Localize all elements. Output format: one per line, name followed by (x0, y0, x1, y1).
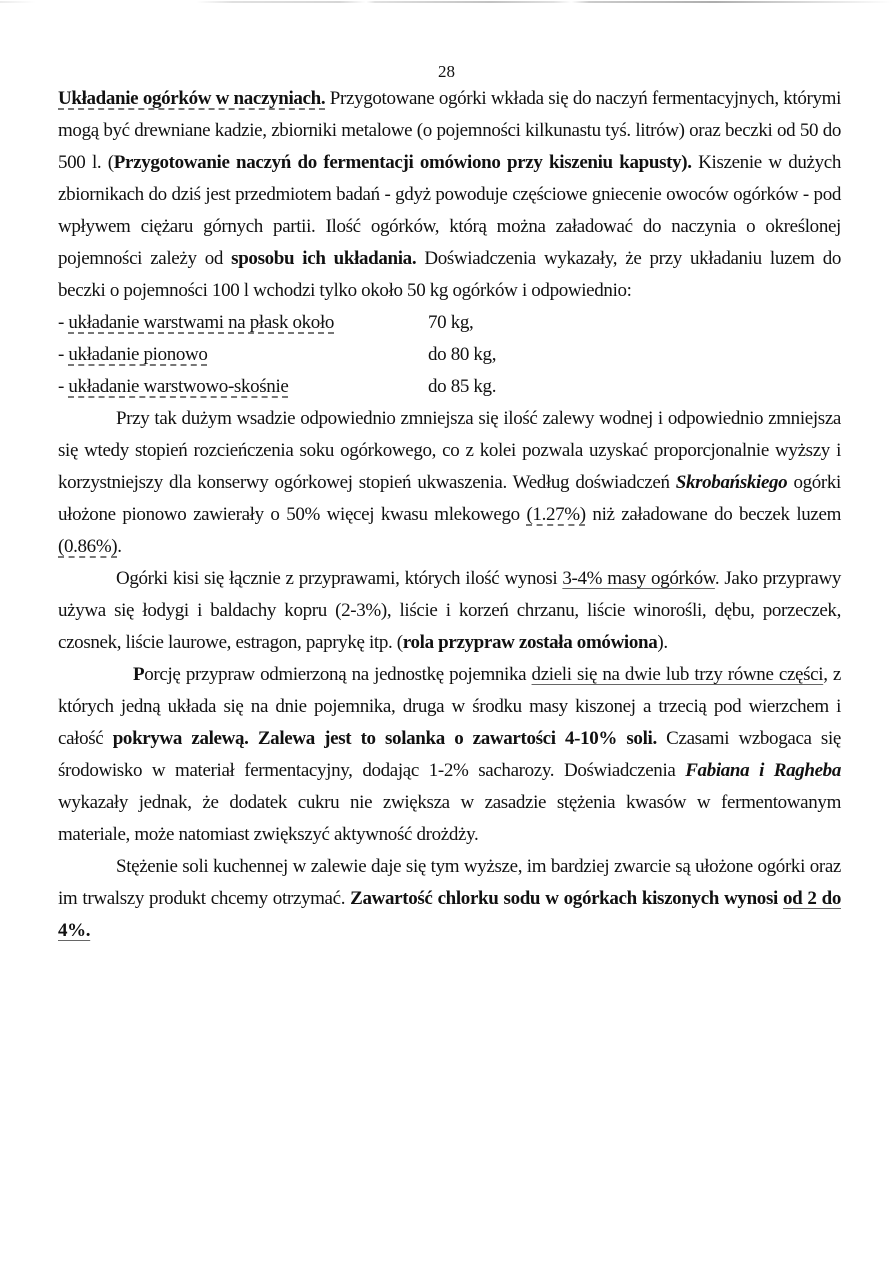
paragraph-packing-cucumbers (58, 83, 841, 307)
list-item-text: układanie warstwowo-skośnie (68, 376, 289, 397)
paragraph-salt-concentration (58, 851, 841, 947)
underlined-value: 3-4% masy ogórków (562, 568, 715, 589)
author-name: Skrobańskiego (675, 472, 788, 493)
paragraph-acidity (58, 403, 841, 563)
text-span: , z których jedną układa się na dnie pojemnika, druga w środku masy kiszonej a trzecią pod wierzchem i całość (58, 664, 841, 749)
page-number: 28 (438, 62, 455, 81)
section-heading: Układanie ogórków w naczyniach. (58, 88, 326, 109)
author-name: Fabiana i Ragheba (685, 760, 841, 781)
underlined-phrase: dzieli się na dwie lub trzy równe części (531, 664, 824, 685)
text-span: niż załadowane do beczek luzem (585, 504, 842, 525)
bold-span: Przygotowanie naczyń do fermentacji omówiono przy kiszeniu kapusty). (113, 152, 692, 173)
text-span: Kiszenie w dużych zbiornikach do dziś jest przedmiotem badań - gdyż powoduje częściowe gniecenie owoców ogórków - pod wpływem ciężaru górnych partii. Ilość ogórków, którą można załadować do naczynia o określonej pojemności zależy od (58, 152, 841, 269)
text-span: Stężenie soli kuchennej w zalewie daje się tym wyższe, im bardziej zwarcie są ułożone ogórki oraz im trwalszy produkt chcemy otrzymać. (58, 856, 841, 909)
list-item-value: do 80 kg, (428, 344, 497, 365)
list-item-label (58, 339, 428, 371)
list-bullet: - (58, 344, 69, 365)
list-item-value: 70 kg, (428, 312, 474, 333)
underlined-value: (0.86%) (58, 536, 118, 557)
paragraph-brine (58, 659, 841, 851)
text-span: ). (657, 632, 668, 653)
text-span: Czasami wzbogaca się środowisko w materiał fermentacyjny, dodając 1-2% sacharozy. Doświadczenia (58, 728, 841, 781)
bold-span: pokrywa zalewą. Zalewa jest to solanka o zawartości 4-10% soli. (112, 728, 657, 749)
list-item-value: do 85 kg. (428, 376, 497, 397)
list-bullet: - (58, 376, 69, 397)
list-item (58, 371, 841, 403)
paragraph-spices (58, 563, 841, 659)
list-item-label (58, 307, 428, 339)
text-span: Przygotowane ogórki wkłada się do naczyń fermentacyjnych, którymi mogą być drewniane kadzie, zbiorniki metalowe (o pojemności kilkunastu tyś. litrów) oraz beczki od 50 do 500 l. ( (58, 88, 841, 173)
list-item (58, 307, 841, 339)
text-span: Doświadczenia wykazały, że przy układaniu luzem do beczki o pojemności 100 l wchodzi tylko około 50 kg ogórków i odpowiednio: (58, 248, 841, 301)
drop-cap-letter: P (133, 664, 145, 685)
bold-span: Zawartość chlorku sodu w ogórkach kiszonych wynosi (350, 888, 783, 909)
text-span: orcję przypraw odmierzoną na jednostkę pojemnika (144, 664, 532, 685)
list-item-label (58, 371, 428, 403)
text-span: ogórki ułożone pionowo zawierały o 50% więcej kwasu mlekowego (58, 472, 841, 525)
list-item-text: układanie warstwami na płask około (68, 312, 335, 333)
text-span: Przy tak dużym wsadzie odpowiednio zmniejsza się ilość zalewy wodnej i odpowiednio zmniejsza się wtedy stopień rozcieńczenia soku ogórkowego, co z kolei pozwala uzyskać proporcjonalnie wyższy i korzystniejszy dla konserwy ogórkowej stopień ukwaszenia. Według doświadczeń (58, 408, 841, 493)
list-item-text: układanie pionowo (68, 344, 208, 365)
scan-edge-artifact (0, 1, 893, 3)
underlined-value: od 2 do 4%. (58, 888, 842, 941)
text-span: Ogórki kisi się łącznie z przyprawami, których ilość wynosi (116, 568, 563, 589)
list-item (58, 339, 841, 371)
text-span: . (117, 536, 122, 557)
bold-span: sposobu ich układania. (231, 248, 417, 269)
text-span: . Jako przyprawy używa się łodygi i baldachy kopru (2-3%), liście i korzeń chrzanu, liście winorośli, dębu, porzeczek, czosnek, liście laurowe, estragon, paprykę itp. ( (58, 568, 841, 653)
bold-span: rola przypraw została omówiona (402, 632, 658, 653)
document-body (58, 83, 841, 947)
underlined-value: (1.27%) (526, 504, 586, 525)
list-bullet: - (58, 312, 69, 333)
text-span: wykazały jednak, że dodatek cukru nie zwiększa w zasadzie stężenia kwasów w fermentowanym materiale, może natomiast zwiększyć aktywność drożdży. (58, 792, 841, 845)
packing-methods-list (58, 307, 841, 403)
